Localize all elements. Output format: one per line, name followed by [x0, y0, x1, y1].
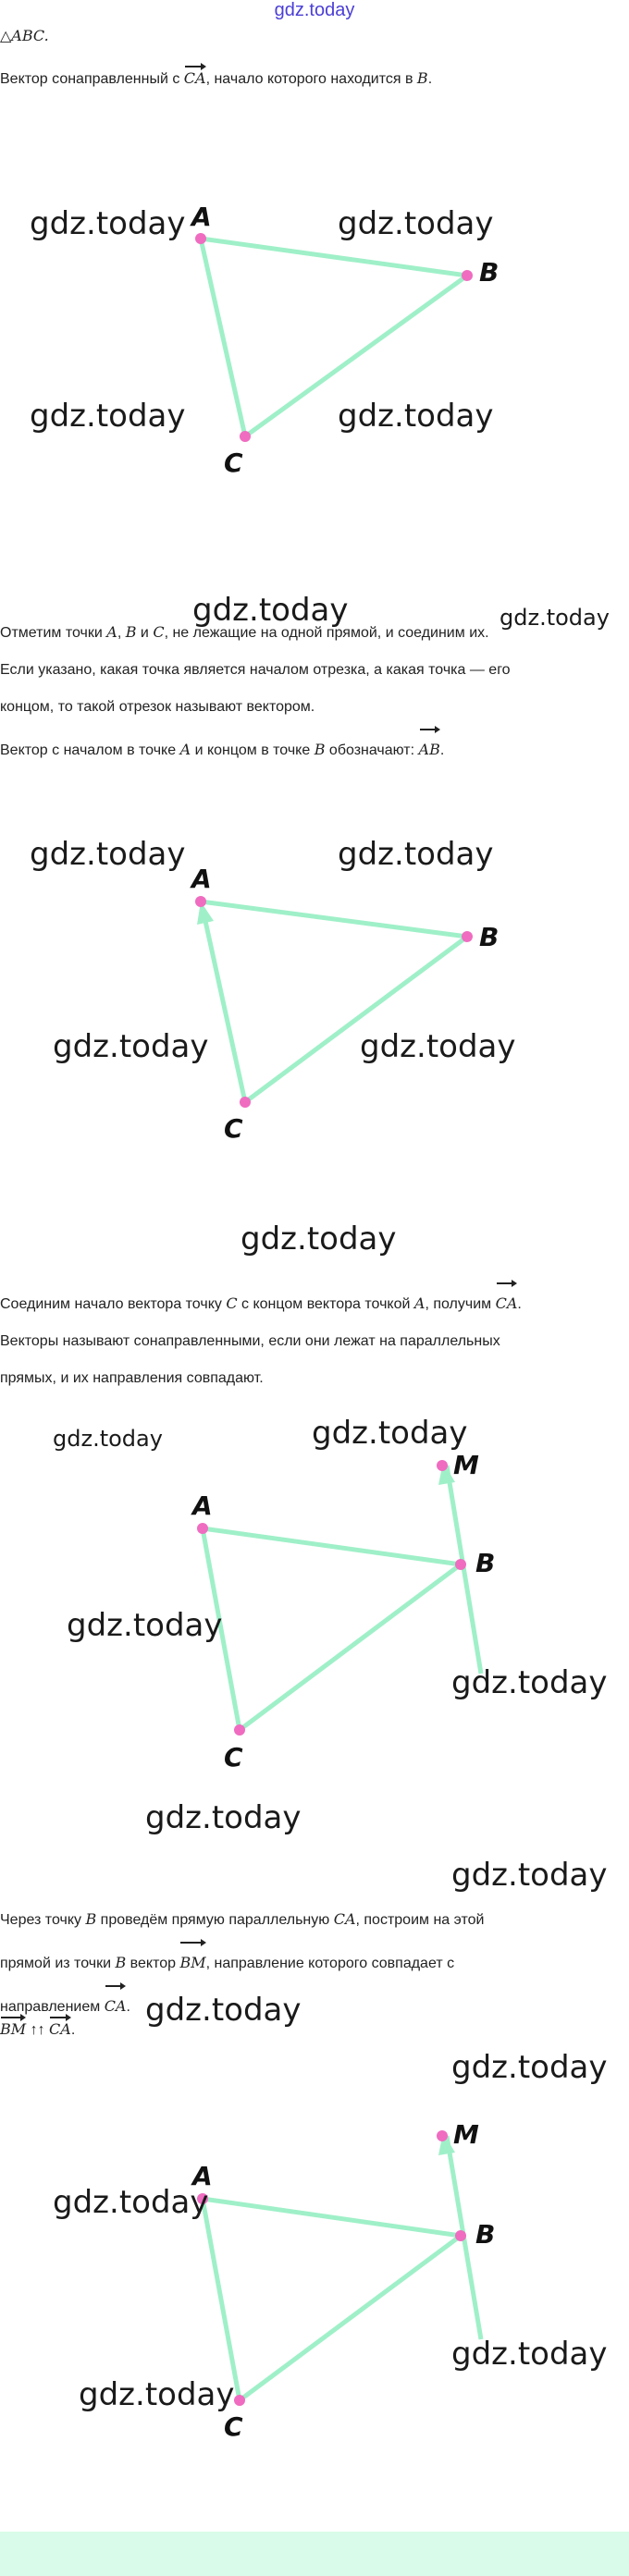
watermark: gdz.today: [30, 205, 186, 242]
label-a: A: [191, 202, 212, 232]
step3-line2: прямой из точки B вектор BM, направление которого совпадает с: [0, 1939, 620, 1982]
step1-line3: концом, то такой отрезок называют вектором.: [0, 699, 315, 715]
svg-text:B: B: [475, 1548, 496, 1578]
step3-line1: Через точку B проведём прямую параллельную CA, построим на этой: [0, 1910, 485, 1928]
watermark: gdz.today: [451, 2049, 608, 2086]
step1-line2: Если указано, какая точка является началом отрезка, а какая точка — его: [0, 662, 511, 678]
step1-line1: Отметим точки A, B и C, не лежащие на одной прямой, и соединим их.: [0, 623, 489, 641]
watermark: gdz.today: [338, 205, 494, 242]
svg-text:B: B: [479, 922, 500, 952]
figure-triangle-2: [0, 851, 629, 1144]
svg-text:C: C: [224, 1742, 243, 1773]
watermark: gdz.today: [53, 2184, 209, 2221]
step2-line3: прямых, и их направления совпадают.: [0, 1370, 264, 1386]
point-a: [195, 233, 206, 244]
watermark: gdz.today: [500, 605, 610, 631]
figure-triangle-3: [0, 1424, 629, 1773]
step2-line1: Соединим начало вектора точку C с концом вектора точкой A, получим CA.: [0, 1280, 620, 1323]
watermark: gdz.today: [240, 1221, 397, 1257]
watermark: gdz.today: [451, 1664, 608, 1701]
footer-band: [0, 2532, 629, 2576]
svg-text:A: A: [191, 864, 212, 894]
triangle-title: △ABC.: [0, 27, 49, 44]
svg-text:C: C: [224, 2411, 243, 2442]
label-b: B: [479, 257, 500, 288]
step2-line2: Векторы называют сонаправленными, если они лежат на параллельных: [0, 1333, 500, 1349]
watermark: gdz.today: [451, 1857, 608, 1894]
watermark: gdz.today: [145, 1992, 302, 2029]
watermark: gdz.today: [360, 1028, 516, 1065]
svg-text:A: A: [192, 2161, 213, 2191]
watermark: gdz.today: [145, 1799, 302, 1836]
watermark: gdz.today: [338, 398, 494, 435]
header-site-link[interactable]: gdz.today: [274, 0, 355, 20]
svg-text:C: C: [224, 1113, 243, 1144]
label-c: C: [224, 448, 243, 478]
answer: BM ↑↑ CA.: [0, 2014, 75, 2041]
svg-text:B: B: [475, 2219, 496, 2250]
point-c: [240, 431, 251, 442]
watermark: gdz.today: [312, 1415, 468, 1452]
svg-text:A: A: [192, 1490, 213, 1521]
svg-text:M: M: [453, 2119, 479, 2150]
watermark: gdz.today: [451, 2336, 608, 2373]
watermark: gdz.today: [30, 836, 186, 873]
watermark: gdz.today: [338, 836, 494, 873]
watermark: gdz.today: [67, 1607, 223, 1644]
watermark: gdz.today: [79, 2376, 235, 2413]
svg-text:M: M: [453, 1450, 479, 1480]
step3-line3: направлением CA.: [0, 1982, 620, 2026]
watermark: gdz.today: [30, 398, 186, 435]
step1-line4: Вектор с началом в точке A и концом в точке B обозначают: AB.: [0, 726, 620, 769]
intro-text: Вектор сонаправленный с CA, начало которого находится в B.: [0, 63, 432, 90]
watermark: gdz.today: [192, 592, 349, 629]
watermark: gdz.today: [53, 1426, 163, 1452]
watermark: gdz.today: [53, 1028, 209, 1065]
point-b: [462, 270, 473, 281]
